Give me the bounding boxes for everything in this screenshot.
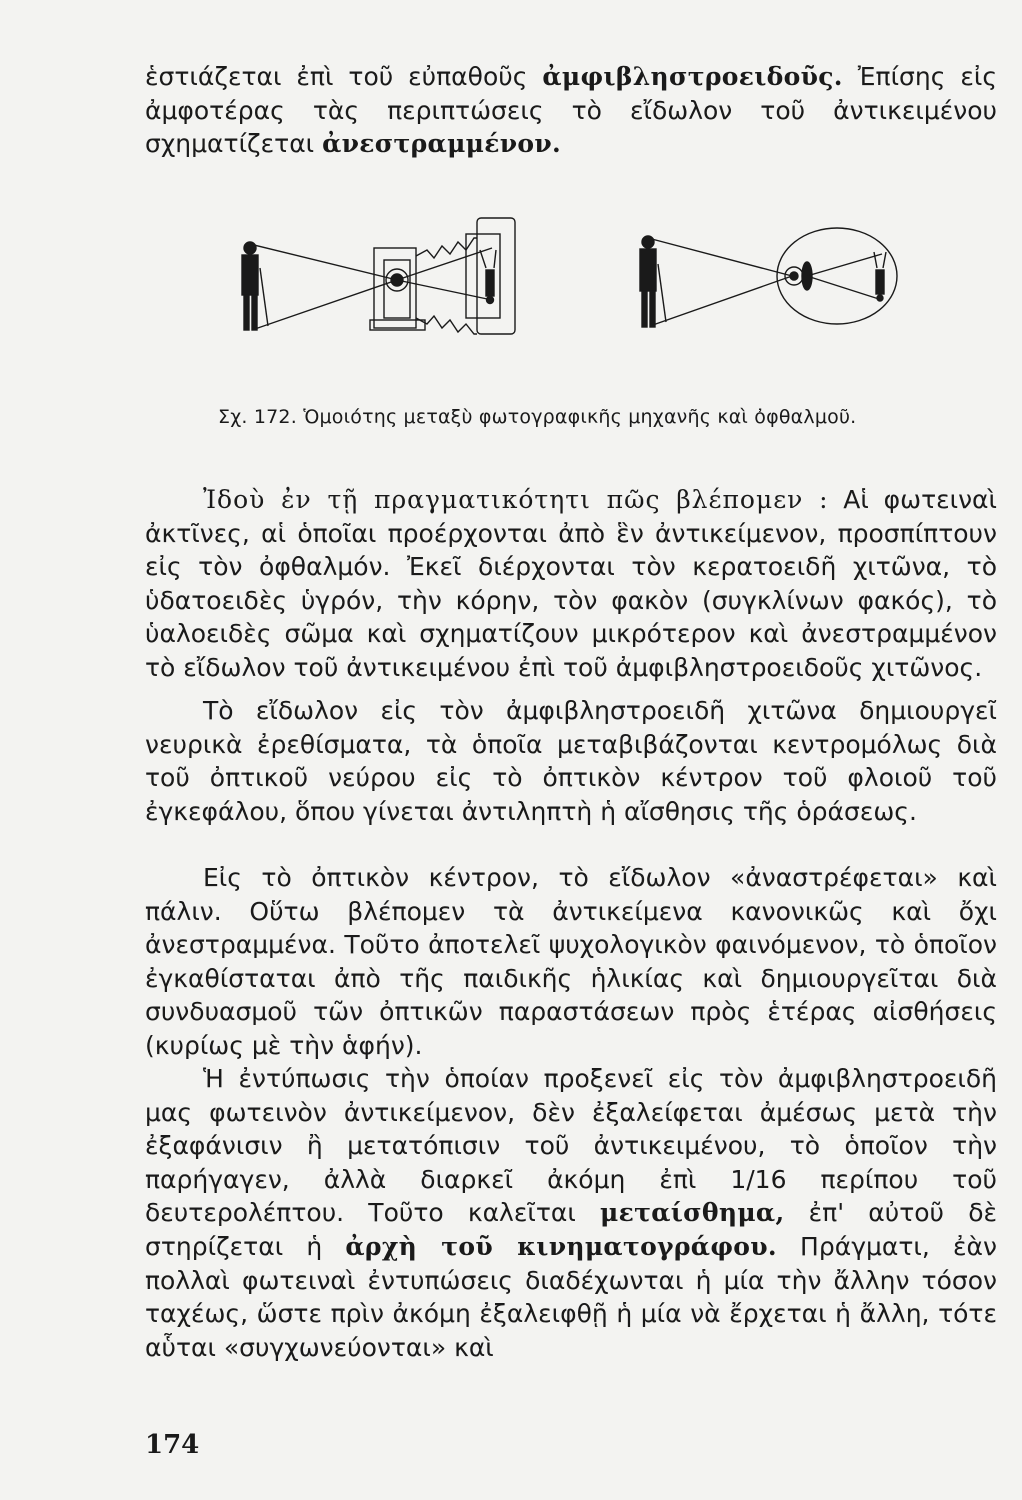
bold-afterimage-term: μεταίσθημα, bbox=[600, 1198, 785, 1228]
camera-eye-diagram bbox=[222, 208, 922, 348]
paragraph-afterimage bbox=[145, 1062, 997, 1364]
bold-cinema-principle: ἀρχὴ τοῦ κινηματογράφου. bbox=[345, 1231, 777, 1261]
top-bold-inverted: ἀνεστραμμένον. bbox=[322, 129, 562, 159]
top-bold-retina: ἀμφιβληστροειδοῦς. bbox=[542, 62, 843, 91]
page-number: 174 bbox=[145, 1430, 200, 1460]
spaced-heading: Ἰδοὺ ἐν τῇ πραγματικότητι πῶς βλέπομεν : bbox=[203, 485, 829, 514]
top-paragraph bbox=[145, 60, 997, 161]
top-text-2: Ἐπίσης εἰς ἀμφοτέρας τὰς περιπτώσεις τὸ εἴδωλον τοῦ ἀντικειμένου σχηματίζεται bbox=[145, 62, 998, 159]
camera-body bbox=[370, 218, 515, 334]
eye-cross-section bbox=[777, 228, 897, 324]
paragraph-visual-center bbox=[145, 861, 997, 1063]
paragraph-how-we-see bbox=[145, 483, 997, 685]
paragraph-4-text-3: Πράγματι, ἐὰν πολλαὶ φωτειναὶ ἐντυπώσεις διαδέχωνται ἡ μία τὴν ἄλλην τόσον ταχέως, ὥστε πρὶν ἀκόμη ἐξαλειφθῇ ἡ μία νὰ ἔρχεται ἡ ἄλλη, τότε αὗται «συγχωνεύονται» καὶ bbox=[145, 1231, 997, 1362]
person-figure-left bbox=[242, 242, 268, 330]
person-figure-right bbox=[640, 236, 666, 327]
paragraph-4-text-2: ἐπ' αὐτοῦ δὲ στηρίζεται ἡ bbox=[145, 1198, 998, 1261]
paragraph-nerve-impulses bbox=[145, 694, 997, 828]
figure-caption: Σχ. 172. Ὁμοιότης μεταξὺ φωτογραφικῆς μηχανῆς καὶ ὀφθαλμοῦ. bbox=[218, 406, 857, 428]
paragraph-2-text: Τὸ εἴδωλον εἰς τὸν ἀμφιβληστροειδῆ χιτῶνα δημιουργεῖ νευρικὰ ἐρεθίσματα, τὰ ὁποῖα μεταβιβάζονται κεντρομόλως διὰ τοῦ ὀπτικοῦ νεύρου εἰς τὸ ὀπτικὸν κέντρον τοῦ φλοιοῦ τοῦ ἐγκεφάλου, ὅπου γίνεται ἀντιληπτὴ ἡ αἴσθησις τῆς ὁράσεως. bbox=[145, 696, 997, 826]
paragraph-1-text: Αἱ φωτειναὶ ἀκτῖνες, αἱ ὁποῖαι προέρχονται ἀπὸ ἓν ἀντικείμενον, προσπίπτουν εἰς τὸν ὀφθαλμόν. Ἐκεῖ διέρχονται τὸν κερατοειδῆ χιτῶνα, τὸ ὑδατοειδὲς ὑγρόν, τὴν κόρην, τὸν φακὸν (συγκλίνων φακός), τὸ ὑαλοειδὲς σῶμα καὶ σχηματίζουν μικρότερον καὶ ἀνεστραμμένον τὸ εἴδωλον τοῦ ἀντικειμένου ἐπὶ τοῦ ἀμφιβληστροειδοῦς χιτῶνος. bbox=[145, 485, 997, 682]
top-text-1: ἑστιάζεται ἐπὶ τοῦ εὐπαθοῦς bbox=[145, 62, 543, 91]
paragraph-4-text-1: Ἡ ἐντύπωσις τὴν ὁποίαν προξενεῖ εἰς τὸν ἀμφιβληστροειδῆ μας φωτεινὸν ἀντικείμενον, δὲν ἐξαλείφεται ἀμέσως μετὰ τὴν ἐξαφάνισιν ἢ μετατόπισιν τοῦ ἀντικειμένου, τὸ ὁποῖον τὴν παρήγαγεν, ἀλλὰ διαρκεῖ ἀκόμη ἐπὶ 1/16 περίπου τοῦ δευτερολέπτου. Τοῦτο καλεῖται bbox=[145, 1064, 997, 1228]
paragraph-3-text: Εἰς τὸ ὀπτικὸν κέντρον, τὸ εἴδωλον «ἀναστρέφεται» καὶ πάλιν. Οὕτω βλέπομεν τὰ ἀντικείμενα κανονικῶς καὶ ὄχι ἀνεστραμμένα. Τοῦτο ἀποτελεῖ ψυχολογικὸν φαινόμενον, τὸ ὁποῖον ἐγκαθίσταται ἀπὸ τῆς παιδικῆς ἡλικίας καὶ δημιουργεῖται διὰ συνδυασμοῦ τῶν ὀπτικῶν παραστάσεων πρὸς ἑτέρας αἰσθήσεις (κυρίως μὲ τὴν ἁφήν). bbox=[145, 863, 997, 1060]
